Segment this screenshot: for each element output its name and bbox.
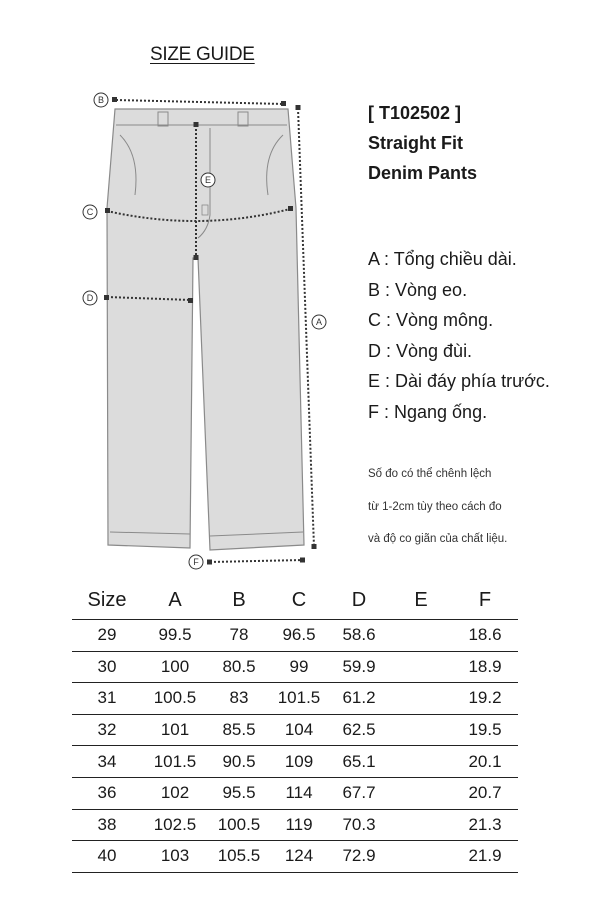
cell-a: 99.5 bbox=[142, 620, 208, 652]
column-header-e: E bbox=[414, 588, 428, 611]
cell-d: 70.3 bbox=[328, 809, 390, 841]
measurement-legend bbox=[368, 244, 550, 427]
cell-e bbox=[390, 683, 452, 715]
marker-a-label: A bbox=[315, 317, 323, 328]
cell-e bbox=[390, 841, 452, 873]
cell-d: 58.6 bbox=[328, 620, 390, 652]
cell-f: 19.5 bbox=[452, 714, 518, 746]
marker-d-label: D bbox=[86, 293, 94, 304]
cell-b: 100.5 bbox=[208, 809, 270, 841]
table-row bbox=[72, 777, 518, 809]
note-line: và độ co giãn của chất liệu. bbox=[368, 533, 508, 545]
cell-f: 21.3 bbox=[452, 809, 518, 841]
product-name-line-2: Denim Pants bbox=[368, 163, 478, 183]
cell-d: 67.7 bbox=[328, 777, 390, 809]
legend-item-b: B : Vòng eo. bbox=[368, 279, 468, 300]
table-row bbox=[72, 809, 518, 841]
table-row bbox=[72, 841, 518, 873]
cell-a: 102 bbox=[142, 777, 208, 809]
cell-b: 95.5 bbox=[208, 777, 270, 809]
cell-c: 124 bbox=[270, 841, 328, 873]
cell-size: 29 bbox=[72, 620, 142, 652]
note-line: từ 1-2cm tùy theo cách đo bbox=[368, 500, 502, 513]
cell-size: 32 bbox=[72, 714, 142, 746]
cell-a: 101 bbox=[142, 714, 208, 746]
column-header-size: Size bbox=[87, 588, 127, 611]
cell-c: 104 bbox=[270, 714, 328, 746]
legend-item-c: C : Vòng mông. bbox=[368, 310, 494, 330]
marker-e-label: E bbox=[204, 175, 212, 186]
column-header-a: A bbox=[168, 588, 182, 611]
cell-f: 20.1 bbox=[452, 746, 518, 778]
table-row bbox=[72, 683, 518, 715]
table-row bbox=[72, 620, 518, 652]
cell-f: 20.7 bbox=[452, 777, 518, 809]
cell-d: 65.1 bbox=[328, 746, 390, 778]
column-header-c: C bbox=[291, 588, 307, 611]
cell-b: 85.5 bbox=[208, 714, 270, 746]
legend-item-a: A : Tổng chiều dài. bbox=[368, 249, 517, 269]
cell-f: 21.9 bbox=[452, 841, 518, 873]
cell-e bbox=[390, 777, 452, 809]
measure-f bbox=[189, 555, 305, 569]
cell-a: 103 bbox=[142, 841, 208, 873]
cell-size: 31 bbox=[72, 683, 142, 715]
table-header-row bbox=[72, 581, 518, 620]
cell-a: 100 bbox=[142, 651, 208, 683]
cell-d: 72.9 bbox=[328, 841, 390, 873]
cell-e bbox=[390, 620, 452, 652]
cell-size: 38 bbox=[72, 809, 142, 841]
table-row bbox=[72, 714, 518, 746]
cell-a: 102.5 bbox=[142, 809, 208, 841]
product-code: [ T102502 ] bbox=[368, 103, 462, 123]
cell-c: 119 bbox=[270, 809, 328, 841]
table-row bbox=[72, 651, 518, 683]
cell-c: 96.5 bbox=[270, 620, 328, 652]
cell-c: 101.5 bbox=[270, 683, 328, 715]
cell-e bbox=[390, 714, 452, 746]
cell-b: 80.5 bbox=[208, 651, 270, 683]
page-title: SIZE GUIDE bbox=[150, 44, 255, 65]
cell-a: 101.5 bbox=[142, 746, 208, 778]
legend-item-f: F : Ngang ống. bbox=[368, 401, 488, 422]
legend-item-e: E : Dài đáy phía trước. bbox=[368, 371, 550, 391]
measurement-note bbox=[368, 458, 507, 556]
cell-size: 36 bbox=[72, 777, 142, 809]
marker-f-label: F bbox=[193, 557, 199, 568]
cell-b: 105.5 bbox=[208, 841, 270, 873]
size-table bbox=[72, 581, 518, 873]
cell-f: 19.2 bbox=[452, 683, 518, 715]
cell-c: 99 bbox=[270, 651, 328, 683]
column-header-f: F bbox=[478, 588, 492, 611]
product-name-line-1: Straight Fit bbox=[368, 133, 463, 153]
cell-e bbox=[390, 746, 452, 778]
table-row bbox=[72, 746, 518, 778]
cell-d: 61.2 bbox=[328, 683, 390, 715]
cell-e bbox=[390, 651, 452, 683]
cell-c: 109 bbox=[270, 746, 328, 778]
cell-c: 114 bbox=[270, 777, 328, 809]
measure-b bbox=[94, 93, 286, 107]
cell-size: 30 bbox=[72, 651, 142, 683]
cell-e bbox=[390, 809, 452, 841]
cell-b: 90.5 bbox=[208, 746, 270, 778]
cell-a: 100.5 bbox=[142, 683, 208, 715]
marker-b-label: B bbox=[97, 95, 105, 106]
cell-f: 18.6 bbox=[452, 620, 518, 652]
note-line: Số đo có thể chênh lệch bbox=[368, 468, 492, 480]
cell-b: 83 bbox=[208, 683, 270, 715]
legend-item-d: D : Vòng đùi. bbox=[368, 340, 473, 361]
cell-d: 59.9 bbox=[328, 651, 390, 683]
marker-c-label: C bbox=[86, 207, 94, 218]
cell-size: 34 bbox=[72, 746, 142, 778]
cell-d: 62.5 bbox=[328, 714, 390, 746]
cell-f: 18.9 bbox=[452, 651, 518, 683]
cell-b: 78 bbox=[208, 620, 270, 652]
cell-size: 40 bbox=[72, 841, 142, 873]
product-info bbox=[368, 98, 477, 188]
column-header-b: B bbox=[232, 588, 246, 611]
column-header-d: D bbox=[351, 588, 367, 611]
